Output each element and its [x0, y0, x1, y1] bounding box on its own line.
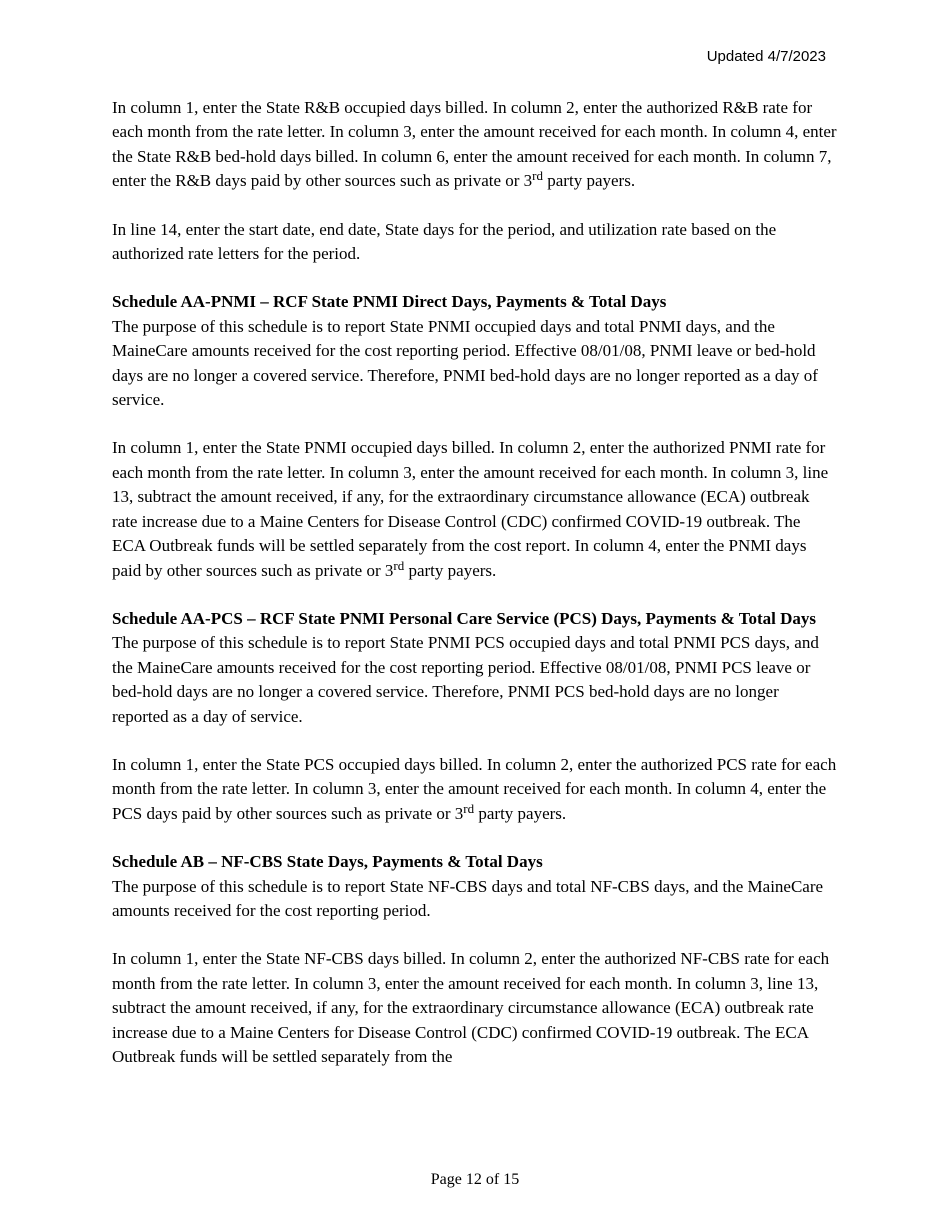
- rb-columns-text-end: party payers.: [543, 171, 636, 191]
- schedule-aa-pcs-columns: [112, 753, 837, 826]
- schedule-ab-purpose: The purpose of this schedule is to report State NF-CBS days and total NF-CBS days, and the MaineCare amounts received for the cost reporting period.: [112, 876, 824, 920]
- ordinal-suffix: rd: [532, 168, 544, 184]
- schedule-ab-columns: In column 1, enter the State NF-CBS days billed. In column 2, enter the authorized NF-CBS rate for each month from the rate letter. In column 3, enter the amount received for each month. In column 3, line 13, subtract the amount received, if any, for the extraordinary circumstance allowance (ECA) outbreak rate increase due to a Maine Centers for Disease Control (CDC) confirmed COVID-19 outbreak. The ECA Outbreak funds will be settled separately from the: [112, 949, 830, 1066]
- page-number: Page 12 of 15: [430, 1171, 520, 1188]
- updated-date: Updated 4/7/2023: [706, 48, 826, 65]
- rb-columns-paragraph: [112, 96, 837, 194]
- aa-pnmi-columns-text-end: party payers.: [404, 560, 497, 580]
- ordinal-suffix: rd: [463, 800, 475, 816]
- schedule-aa-pnmi-heading: Schedule AA-PNMI – RCF State PNMI Direct Days, Payments & Total Days: [112, 292, 667, 312]
- aa-pcs-columns-text: In column 1, enter the State PCS occupied days billed. In column 2, enter the authorized PCS rate for each month from the rate letter. In column 3, enter the amount received for each month. In column 4, enter the PCS days paid by other sources such as private or 3: [112, 754, 837, 823]
- document-body: [112, 96, 837, 1069]
- schedule-ab-heading: Schedule AB – NF-CBS State Days, Payments & Total Days: [112, 852, 543, 872]
- line14-paragraph: In line 14, enter the start date, end date, State days for the period, and utilization rate based on the authorized rate letters for the period.: [112, 219, 777, 264]
- schedule-aa-pnmi-purpose: The purpose of this schedule is to report State PNMI occupied days and total PNMI days, and the MaineCare amounts received for the cost reporting period. Effective 08/01/08, PNMI leave or bed-hold days are no longer a covered service. Therefore, PNMI bed-hold days are no longer reported as a day of service.: [112, 316, 818, 410]
- ordinal-suffix: rd: [393, 557, 405, 573]
- schedule-aa-pcs-purpose: The purpose of this schedule is to report State PNMI PCS occupied days and total PNMI PCS days, and the MaineCare amounts received for the cost reporting period. Effective 08/01/08, PNMI PCS leave or bed-hold days are no longer a covered service. Therefore, PNMI PCS bed-hold days are no longer reported as a day of service.: [112, 633, 819, 726]
- schedule-aa-pnmi-columns: [112, 436, 837, 582]
- schedule-aa-pcs-heading: Schedule AA-PCS – RCF State PNMI Personal Care Service (PCS) Days, Payments & Total Days: [112, 608, 817, 628]
- aa-pcs-columns-text-end: party payers.: [474, 803, 567, 823]
- aa-pnmi-columns-text: In column 1, enter the State PNMI occupied days billed. In column 2, enter the authorized PNMI rate for each month from the rate letter. In column 3, enter the amount received for each month. In column 3, line 13, subtract the amount received, if any, for the extraordinary circumstance allowance (ECA) outbreak rate increase due to a Maine Centers for Disease Control (CDC) confirmed COVID-19 outbreak. The ECA Outbreak funds will be settled separately from the cost report. In column 4, enter the PNMI days paid by other sources such as private or 3: [112, 438, 829, 580]
- rb-columns-text: In column 1, enter the State R&B occupied days billed. In column 2, enter the authorized R&B rate for each month from the rate letter. In column 3, enter the amount received for each month. In column 4, enter the State R&B bed-hold days billed. In column 6, enter the amount received for each month. In column 7, enter the R&B days paid by other sources such as private or 3: [112, 98, 837, 191]
